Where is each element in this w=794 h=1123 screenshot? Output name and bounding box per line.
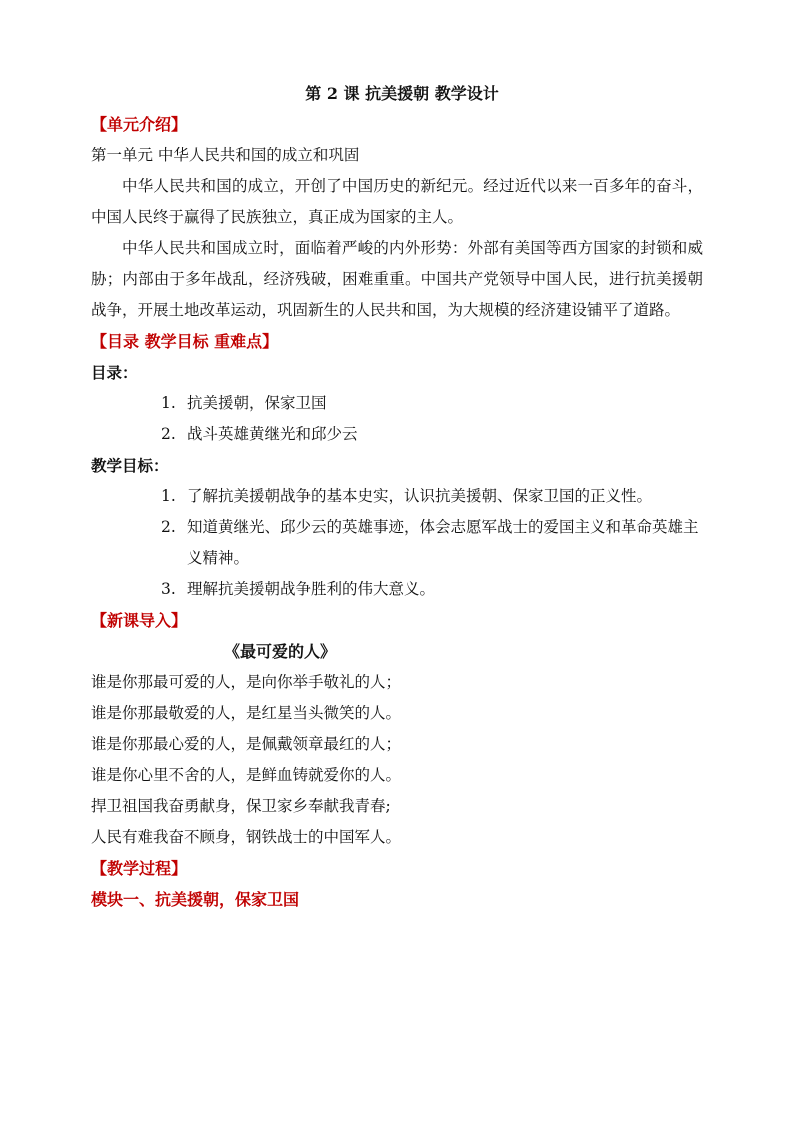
list-item <box>91 512 703 574</box>
goals-list <box>91 481 703 605</box>
section-toc-goals: 【目录 教学目标 重难点】 <box>91 332 279 351</box>
list-text: 了解抗美援朝战争的基本史实，认识抗美援朝、保家卫国的正义性。 <box>187 487 653 505</box>
poem-line: 捍卫祖国我奋勇献身，保卫家乡奉献我青春; <box>91 797 391 815</box>
toc-label: 目录： <box>91 363 138 382</box>
poem-title: 《最可爱的人》 <box>224 642 337 661</box>
list-text: 抗美援朝，保家卫国 <box>187 394 327 412</box>
poem-line: 人民有难我奋不顾身，钢铁战士的中国军人。 <box>91 828 402 846</box>
section-unit-intro: 【单元介绍】 <box>91 115 188 134</box>
list-text: 理解抗美援朝战争胜利的伟大意义。 <box>187 580 436 598</box>
section-new-lesson: 【新课导入】 <box>91 611 188 630</box>
list-number: 2. <box>161 425 176 443</box>
toc-list <box>91 388 703 450</box>
poem-line: 谁是你那最心爱的人，是佩戴领章最红的人； <box>91 735 402 753</box>
page-title: 第 2 课 抗美援朝 教学设计 <box>305 84 499 103</box>
unit-name: 第一单元 中华人民共和国的成立和巩固 <box>91 146 360 164</box>
poem-line: 谁是你那最敬爱的人，是红星当头微笑的人。 <box>91 704 402 722</box>
poem-line: 谁是你那最可爱的人，是向你举手敬礼的人； <box>91 673 402 691</box>
list-number: 1. <box>161 487 176 505</box>
list-item <box>91 481 703 512</box>
list-number: 1. <box>161 394 176 412</box>
unit-paragraph-1: 中华人民共和国的成立，开创了中国历史的新纪元。经过近代以来一百多年的奋斗，中国人民终于赢得了民族独立，真正成为国家的主人。 <box>91 177 703 226</box>
list-number: 2. <box>161 518 176 536</box>
list-item <box>91 419 703 450</box>
section-process: 【教学过程】 <box>91 859 188 878</box>
goals-label: 教学目标： <box>91 456 169 475</box>
list-number: 3. <box>161 580 176 598</box>
list-item <box>91 388 703 419</box>
unit-paragraph-2: 中华人民共和国成立时，面临着严峻的内外形势：外部有美国等西方国家的封锁和威胁；内部由于多年战乱，经济残破，困难重重。中国共产党领导中国人民，进行抗美援朝战争，开展土地改革运动，巩固新生的人民共和国，为大规模的经济建设铺平了道路。 <box>91 239 703 319</box>
module-heading: 模块一、抗美援朝，保家卫国 <box>91 890 300 909</box>
list-text: 战斗英雄黄继光和邱少云 <box>187 425 358 443</box>
list-item <box>91 574 703 605</box>
document-body <box>91 78 703 915</box>
poem-line: 谁是你心里不舍的人，是鲜血铸就爱你的人。 <box>91 766 402 784</box>
list-text: 知道黄继光、邱少云的英雄事迹，体会志愿军战士的爱国主义和革命英雄主义精神。 <box>187 518 699 567</box>
